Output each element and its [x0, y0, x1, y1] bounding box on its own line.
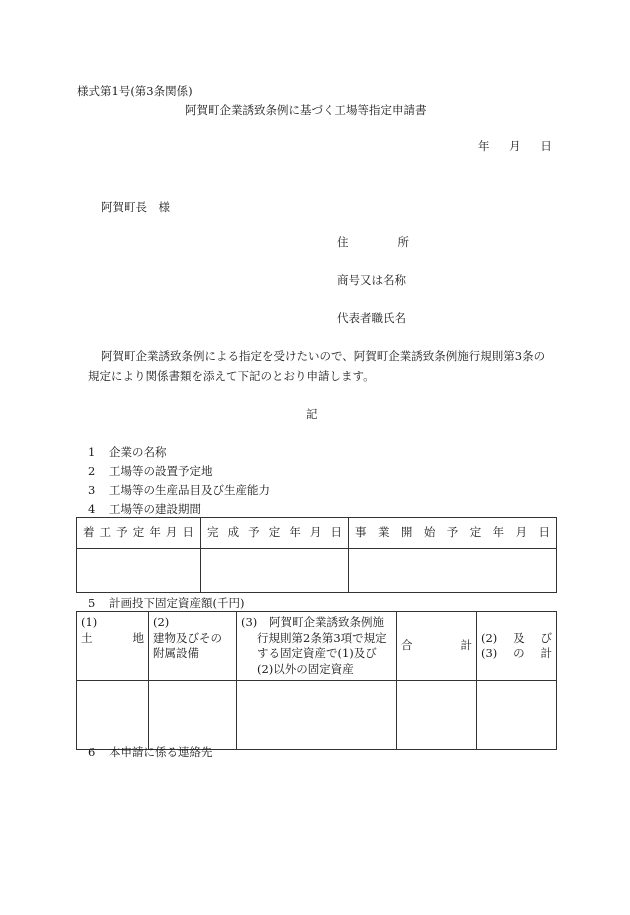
total-label-2: 計 — [460, 638, 472, 653]
construction-period-table — [76, 517, 557, 593]
subtotal-r2-1: (3) — [481, 646, 498, 661]
h1-c5: 年 — [149, 525, 161, 539]
h1-c4: 定 — [132, 525, 145, 539]
header-land — [77, 612, 149, 681]
h3-c6: 定 — [469, 525, 482, 539]
header-completion — [201, 518, 349, 549]
item-4 — [88, 503, 201, 517]
header-other-assets — [237, 612, 397, 681]
address-label-1: 住 — [337, 235, 349, 249]
subtotal-amount-input[interactable] — [477, 681, 557, 750]
addressee: 阿賀町長 様 — [101, 200, 170, 214]
h2-c6: 月 — [309, 525, 322, 539]
h2-c3: 予 — [248, 525, 260, 539]
land-label-2: 地 — [132, 630, 144, 645]
land-amount-input[interactable] — [77, 681, 149, 750]
other-assets-amount-input[interactable] — [237, 681, 397, 750]
buildings-amount-input[interactable] — [149, 681, 237, 750]
subtotal-row-2 — [481, 646, 552, 662]
header-business-start — [349, 518, 557, 549]
h1-c2: 工 — [99, 525, 112, 539]
other-assets-line-4: (2)以外の固定資産 — [257, 661, 354, 676]
other-assets-number: (3) — [241, 615, 258, 629]
item-5 — [88, 597, 244, 611]
date-month: 月 — [509, 139, 521, 153]
h3-c9: 日 — [538, 525, 550, 539]
item-5-text: 計画投下固定資産額(千円) — [108, 596, 245, 610]
subtotal-r1-3: び — [540, 630, 552, 645]
land-number: (1) — [81, 615, 98, 629]
address-label-2: 所 — [397, 235, 409, 249]
date-year: 年 — [478, 139, 490, 153]
subtotal-r1-1: (2) — [481, 630, 498, 645]
item-1 — [88, 446, 166, 460]
body-text-line-1: 阿賀町企業誘致条例による指定を受けたいので、阿賀町企業誘致条例施行規則第3条の — [101, 349, 546, 363]
item-6-number: 6 — [88, 745, 96, 759]
item-6-text: 本申請に係る連絡先 — [108, 745, 213, 759]
item-3 — [88, 484, 270, 498]
header-subtotal-2-3 — [477, 612, 557, 681]
h1-c1: 着 — [83, 525, 95, 539]
h3-c4: 始 — [423, 525, 436, 539]
h3-c5: 予 — [446, 525, 459, 539]
h2-c4: 定 — [268, 525, 281, 539]
h2-c5: 年 — [289, 525, 301, 539]
item-3-number: 3 — [88, 483, 96, 497]
item-1-number: 1 — [88, 445, 96, 459]
h1-c7: 日 — [182, 525, 194, 539]
date-day: 日 — [540, 139, 552, 153]
h1-c6: 月 — [165, 525, 178, 539]
header-construction-start — [77, 518, 201, 549]
item-3-text: 工場等の生産品目及び生産能力 — [108, 483, 270, 497]
body-text-line-2: 規定により関係書類を添えて下記のとおり申請します。 — [88, 369, 375, 383]
header-buildings — [149, 612, 237, 681]
item-4-number: 4 — [88, 502, 96, 516]
h3-c1: 事 — [355, 525, 367, 539]
other-assets-line-1 — [241, 615, 392, 631]
land-label — [81, 631, 144, 647]
business-start-date-input[interactable] — [349, 549, 557, 593]
item-2-text: 工場等の設置予定地 — [108, 464, 213, 478]
other-assets-line-3: する固定資産で(1)及び — [257, 646, 377, 661]
company-name-label: 商号又は名称 — [337, 273, 406, 287]
item-6 — [88, 746, 212, 760]
representative-label: 代表者職氏名 — [337, 311, 406, 325]
ki-heading: 記 — [306, 407, 318, 421]
form-number: 様式第1号(第3条関係) — [77, 84, 193, 98]
subtotal-r2-2: の — [513, 646, 525, 661]
completion-date-input[interactable] — [201, 549, 349, 593]
h3-c7: 年 — [492, 525, 505, 539]
construction-start-date-input[interactable] — [77, 549, 201, 593]
total-label-1: 合 — [401, 638, 413, 653]
land-label-1: 土 — [81, 630, 93, 645]
document-title: 阿賀町企業誘致条例に基づく工場等指定申請書 — [185, 103, 427, 117]
other-assets-text-1: 阿賀町企業誘致条例施 — [268, 615, 384, 629]
date-line — [478, 140, 552, 154]
other-assets-line-2: 行規則第2条第3項で規定 — [257, 630, 387, 645]
buildings-line-2: 附属設備 — [153, 646, 199, 661]
h3-c3: 開 — [400, 525, 413, 539]
item-4-text: 工場等の建設期間 — [108, 502, 201, 516]
h3-c2: 業 — [377, 525, 390, 539]
fixed-asset-table — [76, 611, 557, 750]
subtotal-r1-2: 及 — [513, 630, 525, 645]
buildings-line-1: 建物及びその — [153, 630, 222, 645]
h2-c1: 完 — [207, 525, 219, 539]
h2-c7: 日 — [330, 525, 342, 539]
item-2-number: 2 — [88, 464, 96, 478]
address-label — [337, 236, 409, 250]
total-amount-input[interactable] — [397, 681, 477, 750]
item-5-number: 5 — [88, 596, 96, 610]
header-total — [397, 612, 477, 681]
subtotal-row-1 — [481, 631, 552, 647]
item-2 — [88, 465, 212, 479]
item-1-text: 企業の名称 — [108, 445, 167, 459]
h1-c3: 予 — [116, 525, 128, 539]
h3-c8: 月 — [515, 525, 528, 539]
buildings-number: (2) — [153, 615, 170, 629]
subtotal-r2-3: 計 — [540, 646, 552, 661]
h2-c2: 成 — [227, 525, 240, 539]
